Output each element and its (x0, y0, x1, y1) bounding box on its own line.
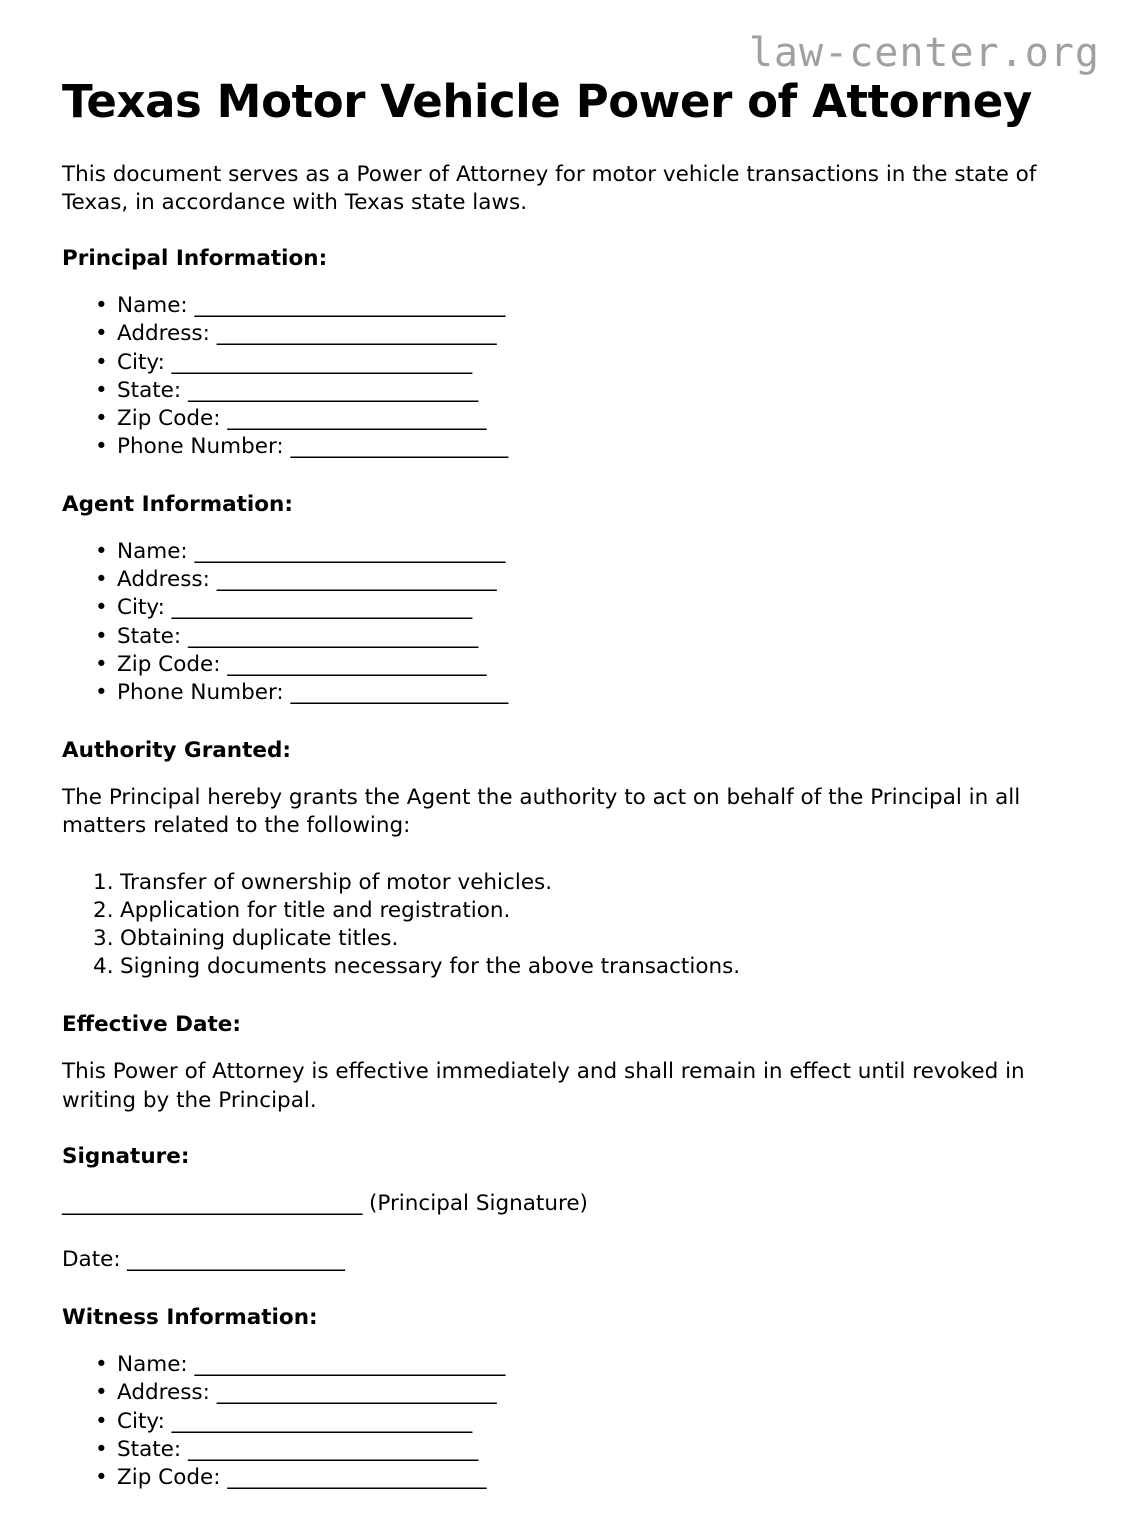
field-label: State: (117, 623, 182, 649)
list-item: Application for title and registration. (120, 897, 511, 923)
list-item (95, 1408, 1070, 1436)
section-heading-principal: Principal Information: (62, 246, 328, 272)
effective-date-paragraph: This Power of Attorney is effective immediately and shall remain in effect until revoked in writing by the Principal. (62, 1059, 1025, 1113)
field-blank[interactable]: _____________________ (290, 679, 508, 705)
field-label: Zip Code: (117, 651, 221, 677)
field-blank[interactable]: ____________________________ (188, 1436, 478, 1462)
field-blank[interactable]: _____________________________ (171, 1408, 472, 1434)
signature-line-row (62, 1190, 1070, 1218)
principal-field-list (62, 292, 1070, 461)
document-content (62, 75, 1070, 1522)
signature-caption: (Principal Signature) (362, 1191, 588, 1217)
list-item (95, 566, 1070, 594)
list-item (95, 679, 1070, 707)
section-heading-signature: Signature: (62, 1144, 190, 1170)
list-item (95, 1436, 1070, 1464)
section-heading-effective-date: Effective Date: (62, 1012, 241, 1038)
field-label: State: (117, 1436, 182, 1462)
field-label: Address: (117, 1380, 210, 1406)
field-blank[interactable]: ______________________________ (194, 1352, 506, 1378)
field-blank[interactable]: _____________________________ (171, 349, 472, 375)
field-blank[interactable]: _____________________ (290, 434, 508, 460)
page-title: Texas Motor Vehicle Power of Attorney (62, 75, 1032, 128)
list-item (95, 594, 1070, 622)
list-item (95, 405, 1070, 433)
field-blank[interactable]: ____________________________ (188, 377, 478, 403)
list-item: Signing documents necessary for the above transactions. (120, 954, 741, 980)
field-label: Phone Number: (117, 679, 284, 705)
field-blank[interactable]: ___________________________ (216, 567, 497, 593)
field-label: City: (117, 595, 165, 621)
agent-field-list (62, 538, 1070, 707)
intro-paragraph: This document serves as a Power of Attorney for motor vehicle transactions in the state of Texas, in accordance with Texas state laws. (62, 161, 1037, 215)
field-label: Name: (117, 1352, 188, 1378)
field-label: Address: (117, 321, 210, 347)
list-item (95, 651, 1070, 679)
list-item (95, 433, 1070, 461)
field-label: Zip Code: (117, 1464, 221, 1490)
field-blank[interactable]: _________________________ (227, 651, 487, 677)
field-label: Phone Number: (117, 434, 284, 460)
list-item (95, 320, 1070, 348)
list-item (95, 1379, 1070, 1407)
signature-date-row (62, 1246, 1070, 1274)
list-item (95, 377, 1070, 405)
signature-blank[interactable]: _____________________________ (62, 1191, 363, 1217)
field-label: City: (117, 349, 165, 375)
site-watermark: law-center.org (748, 30, 1100, 76)
field-label: State: (117, 377, 182, 403)
list-item (95, 292, 1070, 320)
list-item (95, 1464, 1070, 1492)
field-label: Name: (117, 539, 188, 565)
field-blank[interactable]: ___________________________ (216, 1380, 497, 1406)
field-blank[interactable]: ____________________________ (188, 623, 478, 649)
section-heading-authority: Authority Granted: (62, 738, 291, 764)
field-blank[interactable]: _____________________________ (171, 595, 472, 621)
date-blank[interactable]: _____________________ (120, 1247, 345, 1273)
field-label: Zip Code: (117, 405, 221, 431)
date-label: Date: (62, 1247, 121, 1273)
authority-list (62, 869, 1070, 982)
field-label: Name: (117, 293, 188, 319)
field-label: City: (117, 1408, 165, 1434)
list-item: Transfer of ownership of motor vehicles. (120, 869, 553, 895)
field-label: Address: (117, 567, 210, 593)
field-blank[interactable]: ______________________________ (194, 293, 506, 319)
list-item (95, 1351, 1070, 1379)
section-heading-agent: Agent Information: (62, 492, 293, 518)
list-item: Obtaining duplicate titles. (120, 926, 399, 952)
list-item (95, 538, 1070, 566)
field-blank[interactable]: ___________________________ (216, 321, 497, 347)
field-blank[interactable]: ______________________________ (194, 539, 506, 565)
authority-intro-paragraph: The Principal hereby grants the Agent the authority to act on behalf of the Principal in all matters related to the following: (62, 785, 1021, 839)
list-item (95, 349, 1070, 377)
field-blank[interactable]: _________________________ (227, 405, 487, 431)
list-item (95, 623, 1070, 651)
field-blank[interactable]: _________________________ (227, 1464, 487, 1490)
section-heading-witness: Witness Information: (62, 1305, 318, 1331)
witness-field-list (62, 1351, 1070, 1492)
